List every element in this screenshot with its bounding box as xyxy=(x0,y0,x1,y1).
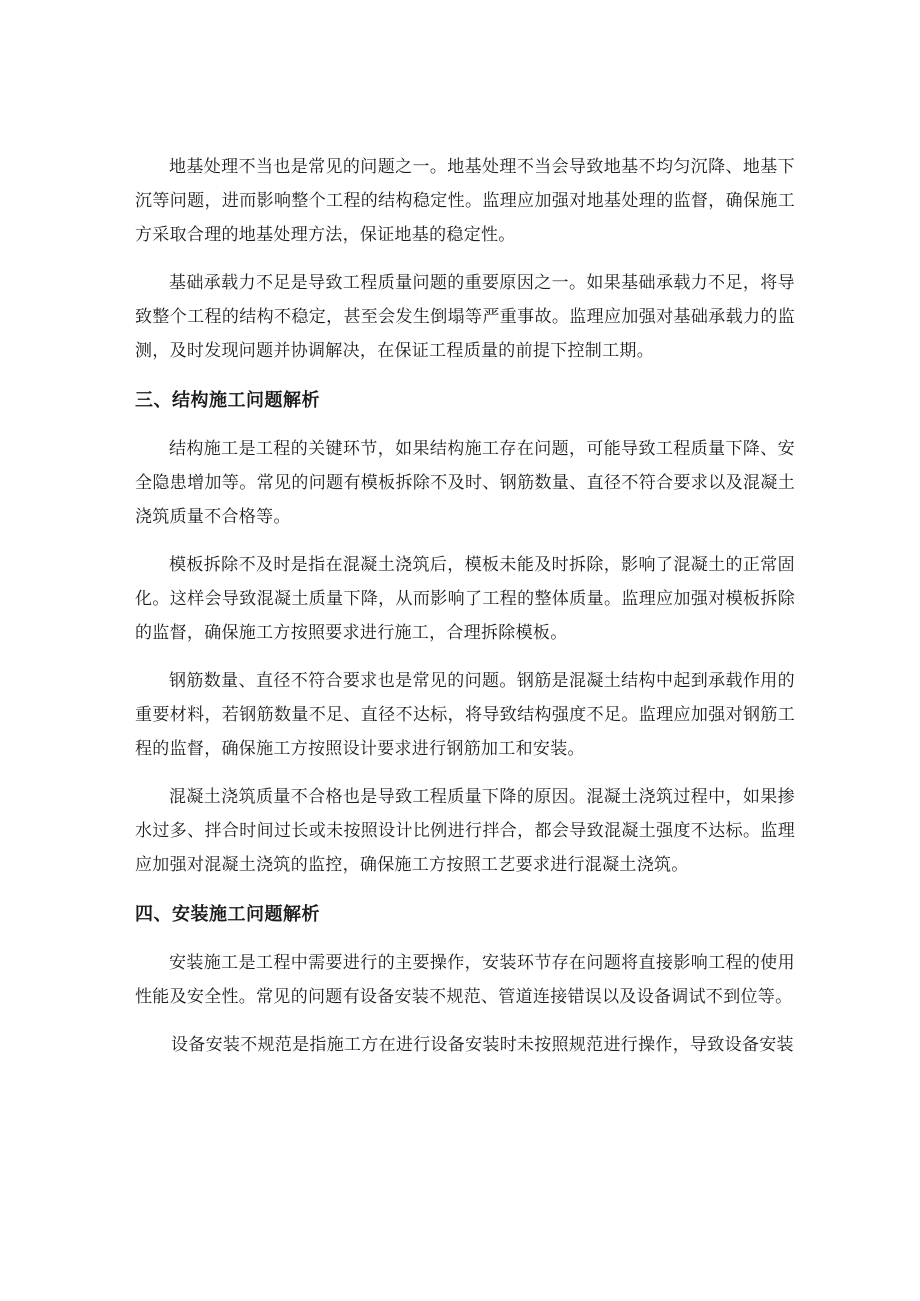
document-page xyxy=(135,150,795,1062)
paragraph-formwork-removal: 模板拆除不及时是指在混凝土浇筑后，模板未能及时拆除，影响了混凝土的正常固化。这样会导致混凝土质量下降，从而影响了工程的整体质量。监理应加强对模板拆除的监督，确保施工方按照要求进行施工，合理拆除模板。 xyxy=(135,555,795,643)
heading-installation-construction: 四、安装施工问题解析 xyxy=(135,904,320,925)
paragraph-rebar: 钢筋数量、直径不符合要求也是常见的问题。钢筋是混凝土结构中起到承载作用的重要材料，若钢筋数量不足、直径不达标，将导致结构强度不足。监理应加强对钢筋工程的监督，确保施工方按照设计要求进行钢筋加工和安装。 xyxy=(135,671,795,759)
paragraph-foundation-treatment: 地基处理不当也是常见的问题之一。地基处理不当会导致地基不均匀沉降、地基下沉等问题，进而影响整个工程的结构稳定性。监理应加强对地基处理的监督，确保施工方采取合理的地基处理方法，保证地基的稳定性。 xyxy=(135,157,795,245)
paragraph-structural-overview: 结构施工是工程的关键环节，如果结构施工存在问题，可能导致工程质量下降、安全隐患增加等。常见的问题有模板拆除不及时、钢筋数量、直径不符合要求以及混凝土浇筑质量不合格等。 xyxy=(135,439,795,527)
paragraph-installation-overview: 安装施工是工程中需要进行的主要操作，安装环节存在问题将直接影响工程的使用性能及安全性。常见的问题有设备安装不规范、管道连接错误以及设备调试不到位等。 xyxy=(135,953,795,1007)
heading-structural-construction: 三、结构施工问题解析 xyxy=(135,390,320,411)
paragraph-bearing-capacity: 基础承载力不足是导致工程质量问题的重要原因之一。如果基础承载力不足，将导致整个工程的结构不稳定，甚至会发生倒塌等严重事故。监理应加强对基础承载力的监测，及时发现问题并协调解决，在保证工程质量的前提下控制工期。 xyxy=(135,273,795,361)
paragraph-concrete-pouring: 混凝土浇筑质量不合格也是导致工程质量下降的原因。混凝土浇筑过程中，如果掺水过多、拌合时间过长或未按照设计比例进行拌合，都会导致混凝土强度不达标。监理应加强对混凝土浇筑的监控，确保施工方按照工艺要求进行混凝土浇筑。 xyxy=(135,787,795,875)
paragraph-equipment-installation: 设备安装不规范是指施工方在进行设备安装时未按照规范进行操作，导致设备安装 xyxy=(171,1035,794,1055)
